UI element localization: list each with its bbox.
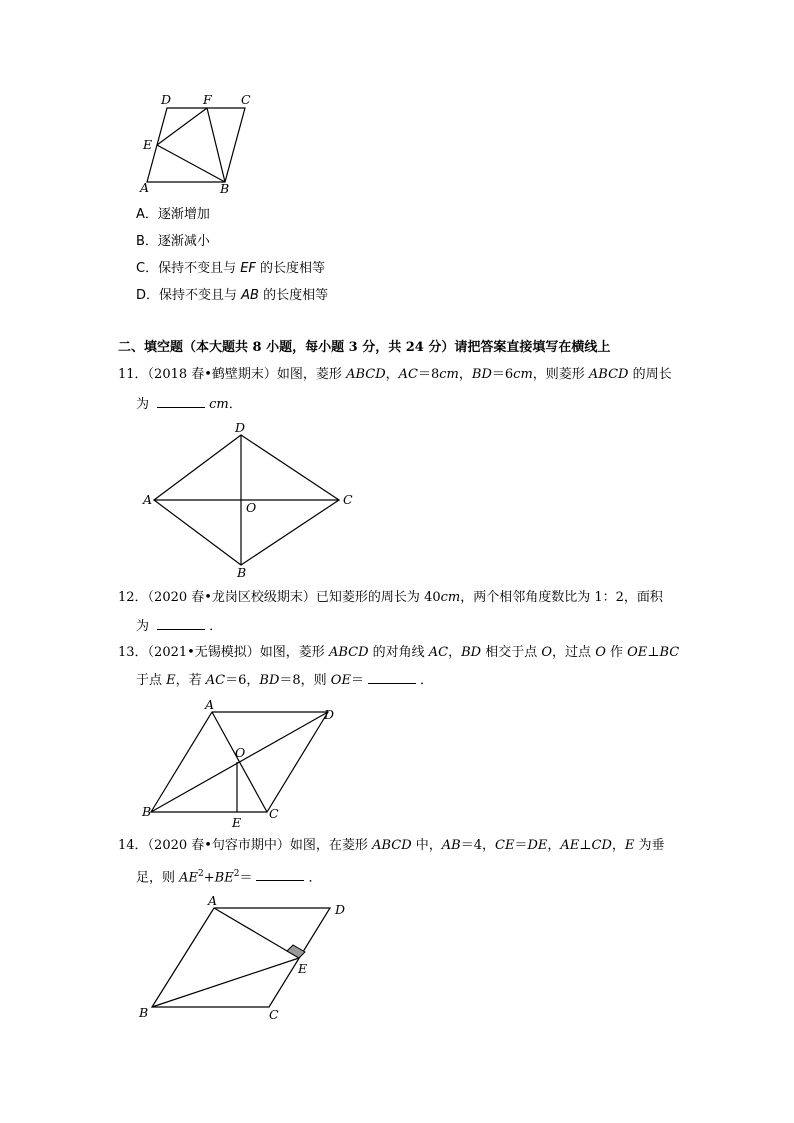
q11-line2: 为 cm． <box>136 397 242 412</box>
q11-label-C: C <box>343 492 353 507</box>
section-title: 二、填空题（本大题共 8 小题，每小题 3 分，共 24 分）请把答案直接填写在横线上 <box>118 340 611 355</box>
q14-line2: 足，则 $AE^2+BE^2=$ ． <box>136 869 322 886</box>
label-D: D <box>161 92 172 107</box>
label-C: C <box>241 92 251 107</box>
q11-label-O: O <box>246 500 257 515</box>
q12-line2: 为 ． <box>136 619 223 634</box>
q13-label-C: C <box>269 806 279 821</box>
option-b: B．逐渐减小 <box>136 234 210 249</box>
label-A: A <box>140 180 150 195</box>
q14-label-D: D <box>335 902 346 917</box>
label-E: E <box>143 137 153 152</box>
label-B: B <box>220 181 230 196</box>
q12-line1: 12．（2020 春•龙岗区校级期末）已知菱形的周长为 40cm，两个相邻角度数比为 1：2，面积 <box>118 590 663 605</box>
q13-label-E: E <box>232 815 242 830</box>
option-a: A．逐渐增加 <box>136 207 210 222</box>
label-F: F <box>203 92 212 107</box>
q14-label-A: A <box>208 893 218 908</box>
q14-label-E: E <box>298 961 308 976</box>
q11-label-D: D <box>235 420 246 435</box>
q13-label-O: O <box>235 745 246 760</box>
q11-line1: 11．（2018 春•鹤壁期末）如图，菱形 ABCD，AC＝8cm，BD＝6cm，则菱形 ABCD 的周长 <box>118 367 672 382</box>
q13-line1: 13．（2021•无锡模拟）如图，菱形 ABCD 的对角线 AC，BD 相交于点 O，过点 O 作 OE⊥BC <box>118 645 680 660</box>
q13-label-D: D <box>324 707 335 722</box>
option-c: C．保持不变且与 EF 的长度相等 <box>136 261 326 276</box>
q11-label-B: B <box>237 565 247 580</box>
q13-line2: 于点 E，若 AC＝6，BD＝8，则 OE＝ ． <box>136 673 433 688</box>
q14-line1: 14．（2020 春•句容市期中）如图，在菱形 ABCD 中，AB＝4，CE＝DE，AE⊥CD，E 为垂 <box>118 838 665 853</box>
q13-label-A: A <box>205 697 215 712</box>
q13-label-B: B <box>142 804 152 819</box>
q14-label-C: C <box>269 1007 279 1022</box>
q14-label-B: B <box>139 1005 149 1020</box>
option-d: D．保持不变且与 AB 的长度相等 <box>136 288 329 303</box>
q11-label-A: A <box>143 492 153 507</box>
